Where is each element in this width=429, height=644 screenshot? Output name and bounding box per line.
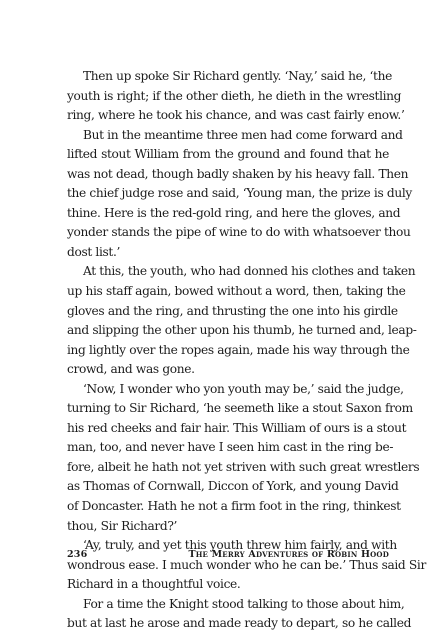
- text-line: But in the meantime three men had come forward and: [83, 127, 403, 142]
- text-line: crowd, and was gone.: [67, 362, 195, 377]
- text-line: thou, Sir Richard?’: [67, 518, 178, 533]
- text-line: and slipping the other upon his thumb, he turned and, leap-: [67, 323, 417, 338]
- text-line: fore, albeit he hath not yet striven with such great wrestlers: [67, 459, 420, 474]
- text-line: youth is right; if the other dieth, he dieth in the wrestling: [67, 88, 402, 103]
- text-line: but at last he arose and made ready to depart, so he called: [67, 616, 412, 631]
- text-line: lifted stout William from the ground and found that he: [67, 147, 389, 162]
- text-line: ‘Now, I wonder who yon youth may be,’ said the judge,: [83, 381, 404, 396]
- text-line: For a time the Knight stood talking to those about him,: [83, 596, 405, 611]
- text-line: as Thomas of Cornwall, Diccon of York, and young David: [67, 479, 399, 494]
- text-line: gloves and the ring, and thrusting the one into his girdle: [67, 303, 398, 318]
- text-line: was not dead, though badly shaken by his heavy fall. Then: [67, 166, 409, 181]
- text-line: of Doncaster. Hath he not a firm foot in the ring, thinkest: [67, 499, 401, 514]
- text-line: wondrous ease. I much wonder who he can be.’ Thus said Sir: [67, 557, 426, 572]
- page-footer: [67, 547, 389, 563]
- text-line: ring, where he took his chance, and was cast fairly enow.’: [67, 108, 405, 123]
- text-line: Then up spoke Sir Richard gently. ‘Nay,’ said he, ‘the: [83, 69, 392, 83]
- running-title: The Merry Adventures of Robin Hood: [188, 549, 389, 560]
- text-line: dost list.’: [67, 244, 121, 259]
- text-line: Richard in a thoughtful voice.: [67, 577, 241, 592]
- text-line: ‘Ay, truly, and yet this youth threw him fairly, and with: [83, 538, 397, 553]
- page-number: 236: [67, 549, 88, 560]
- text-line: At this, the youth, who had donned his clothes and taken: [83, 264, 416, 279]
- text-line: thine. Here is the red-gold ring, and here the gloves, and: [67, 205, 401, 220]
- text-line: the chief judge rose and said, ‘Young man, the prize is duly: [67, 186, 412, 201]
- text-line: ing lightly over the ropes again, made his way through the: [67, 342, 410, 357]
- text-line: turning to Sir Richard, ‘he seemeth like a stout Saxon from: [67, 401, 413, 416]
- text-line: yonder stands the pipe of wine to do with whatsoever thou: [67, 225, 411, 240]
- text-line: up his staff again, bowed without a word, then, taking the: [67, 284, 406, 299]
- text-line: man, too, and never have I seen him cast in the ring be-: [67, 440, 394, 455]
- text-line: his red cheeks and fair hair. This William of ours is a stout: [67, 420, 407, 435]
